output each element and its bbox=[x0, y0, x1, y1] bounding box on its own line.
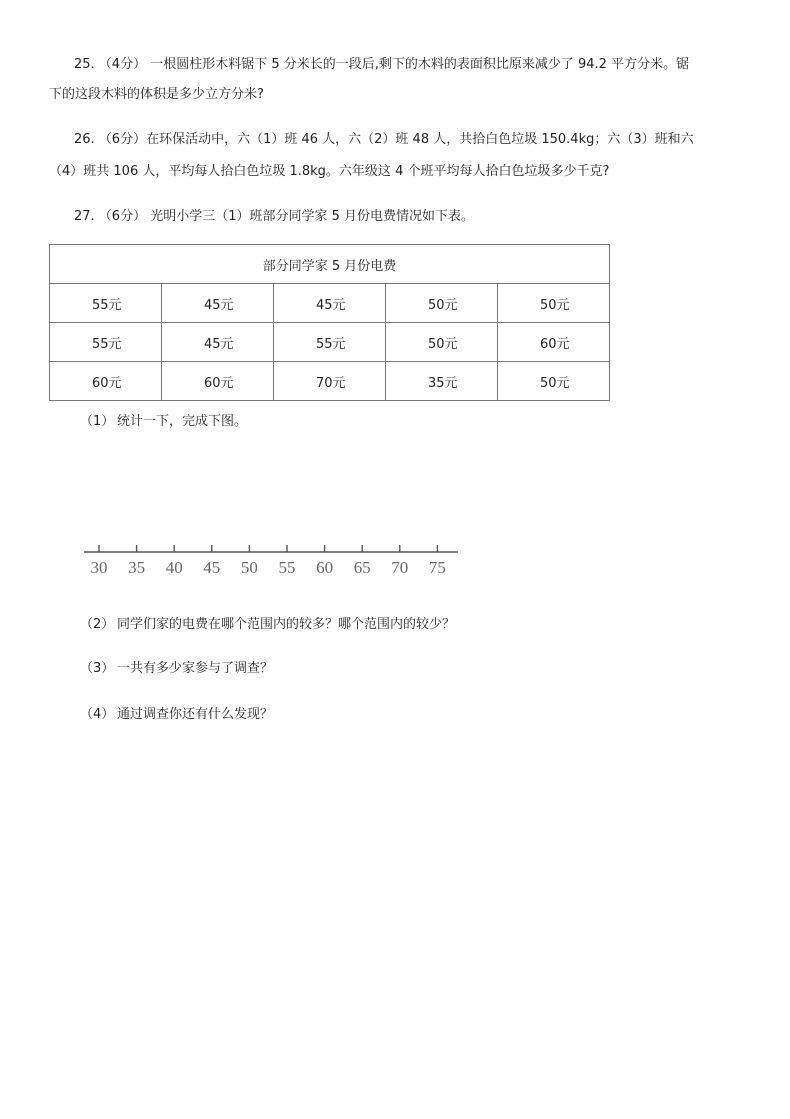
table-title: 部分同学家 5 月份电费 bbox=[50, 245, 610, 284]
number-line-tick-label: 60 bbox=[316, 558, 334, 577]
number-line-tick-label: 35 bbox=[128, 558, 146, 577]
table-cell: 45元 bbox=[274, 284, 386, 323]
table-cell: 50元 bbox=[386, 284, 498, 323]
table-cell: 50元 bbox=[498, 362, 610, 401]
number-line-tick-label: 30 bbox=[90, 558, 108, 577]
table-cell: 60元 bbox=[498, 323, 610, 362]
q26-line-1: 26. （6分）在环保活动中，六（1）班 46 人，六（2）班 48 人，共拾白色垃圾 150.4kg；六（3）班和六 bbox=[74, 132, 694, 147]
table-cell: 55元 bbox=[50, 284, 162, 323]
table-cell: 45元 bbox=[162, 284, 274, 323]
sub-question-number: （3） bbox=[80, 661, 115, 676]
sub-question-text: 统计一下，完成下图。 bbox=[117, 414, 248, 429]
sub-question-number: （2） bbox=[80, 617, 115, 632]
sub-question-1 bbox=[80, 410, 247, 429]
sub-question-number: （1） bbox=[80, 414, 115, 429]
number-line-tick-label: 65 bbox=[353, 558, 371, 577]
table-row bbox=[50, 323, 610, 362]
number-line-tick-label: 75 bbox=[428, 558, 446, 577]
sub-question-text: 同学们家的电费在哪个范围内的较多？哪个范围内的较少？ bbox=[117, 617, 456, 632]
table-cell: 50元 bbox=[498, 284, 610, 323]
number-line-tick-label: 45 bbox=[203, 558, 221, 577]
table-cell: 70元 bbox=[274, 362, 386, 401]
sub-question-3 bbox=[80, 657, 273, 676]
table-row bbox=[50, 362, 610, 401]
table-cell: 55元 bbox=[50, 323, 162, 362]
table-cell: 50元 bbox=[386, 323, 498, 362]
q25-line-2: 下的这段木料的体积是多少立方分米? bbox=[49, 87, 264, 102]
sub-question-4 bbox=[80, 703, 273, 722]
table-cell: 45元 bbox=[162, 323, 274, 362]
number-line-tick-label: 55 bbox=[278, 558, 296, 577]
electricity-fee-table bbox=[49, 244, 610, 401]
sub-question-number: （4） bbox=[80, 707, 115, 722]
number-line-tick-label: 40 bbox=[165, 558, 183, 577]
sub-question-text: 通过调查你还有什么发现？ bbox=[117, 707, 274, 722]
sub-question-2 bbox=[80, 613, 455, 632]
table-cell: 35元 bbox=[386, 362, 498, 401]
table-cell: 60元 bbox=[162, 362, 274, 401]
number-line-tick-label: 70 bbox=[391, 558, 409, 577]
table-cell: 55元 bbox=[274, 323, 386, 362]
q25-line-1: 25. （4分） 一根圆柱形木料锯下 5 分米长的一段后,剩下的木料的表面积比原来减少了 94.2 平方分米。锯 bbox=[74, 57, 690, 72]
table-cell: 60元 bbox=[50, 362, 162, 401]
q26-line-2: （4）班共 106 人，平均每人拾白色垃圾 1.8kg。六年级这 4 个班平均每人拾白色垃圾多少千克? bbox=[49, 164, 610, 179]
table-row bbox=[50, 284, 610, 323]
number-line-tick-label: 50 bbox=[240, 558, 258, 577]
sub-question-text: 一共有多少家参与了调查？ bbox=[117, 661, 274, 676]
number-line bbox=[84, 536, 464, 580]
q27-intro: 27. （6分） 光明小学三（1）班部分同学家 5 月份电费情况如下表。 bbox=[74, 209, 475, 224]
